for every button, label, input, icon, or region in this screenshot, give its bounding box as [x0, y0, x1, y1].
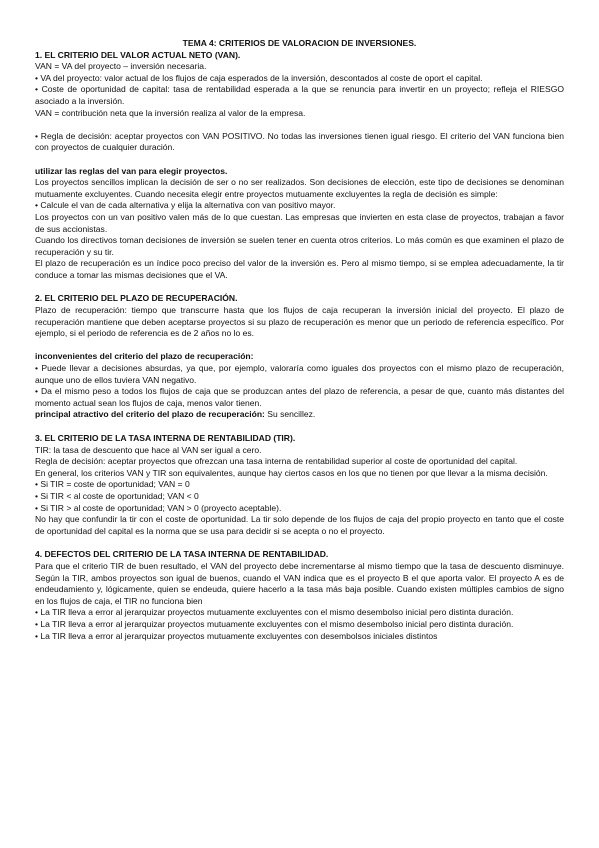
s1-subheading: utilizar las reglas del van para elegir proyectos.	[35, 165, 228, 176]
s2-paragraph-1: Plazo de recuperación: tiempo que transcurre hasta que los flujos de caja recuperan la inversión inicial del proyecto. El plazo de recuperación mantiene que deben aceptarse proyectos si su plazo de recuperación es menor que un periodo de referencia específico. Por ejemplo, si el periodo de referencia es de 2 años no lo es.	[35, 305, 564, 339]
s3-line-general: En general, los criterios VAN y TIR son equivalentes, aunque hay ciertos casos en los que no tienen por que llevar a la misma decisión.	[35, 467, 548, 478]
s1-regla-decision: • Regla de decisión: aceptar proyectos con VAN POSITIVO. No todas las inversiones tienen igual riesgo. El criterio del VAN funciona bien con proyectos de cualquier duración.	[35, 130, 564, 153]
s1-paragraph-1: Los proyectos sencillos implican la decisión de ser o no ser realizados. Son decisiones de elección, este tipo de decisiones se denominan mutuamente excluyentes. Cuando necesita elegir entre proyectos mutuamente excluyentes la regla de decisión es simple:	[35, 177, 564, 199]
s3-bullet-mayor: • Si TIR > al coste de oportunidad; VAN > 0 (proyecto aceptable).	[35, 502, 282, 513]
s3-bullet-menor: • Si TIR < al coste de oportunidad; VAN < 0	[35, 490, 199, 501]
s2-principal-value: Su sencillez.	[264, 409, 316, 420]
s1-bullet-coste: • Coste de oportunidad de capital: tasa de rentabilidad esperada a la que se renuncia para invertir en un proyecto; refleja el RIESGO asociado a la inversión.	[35, 84, 564, 106]
s2-principal-atractivo	[35, 409, 564, 421]
s3-line-confundir: No hay que confundir la tir con el coste de oportunidad. La tir solo depende de los flujos de caja del propio proyecto en tanto que el coste de oportunidad del capital es la norma que se usa para decidir si se acepta o no el proyecto.	[35, 514, 564, 536]
s2-principal-label: principal atractivo del criterio del plazo de recuperación:	[35, 409, 265, 420]
section-3-heading: 3. EL CRITERIO DE LA TASA INTERNA DE RENTABILIDAD (TIR).	[35, 433, 296, 443]
section-1-heading: 1. EL CRITERIO DEL VALOR ACTUAL NETO (VAN).	[35, 49, 241, 60]
document-title: TEMA 4: CRITERIOS DE VALORACION DE INVERSIONES.	[182, 38, 417, 48]
s2-subheading: inconvenientes del criterio del plazo de recuperación:	[35, 351, 254, 362]
s2-bullet-1: • Puede llevar a decisiones absurdas, ya que, por ejemplo, valoraría como iguales dos proyectos con el mismo plazo de recuperación, aunque uno de ellos tuviera VAN negativo.	[35, 363, 564, 385]
s4-paragraph-1: Para que el criterio TIR de buen resultado, el VAN del proyecto debe incrementarse al mismo tiempo que la tasa de descuento disminuye. Según la TIR, ambos proyectos son igual de buenos, cuando el VAN indica que es el proyecto B el que aporta valor. El proyecto A es de endeudamiento y, lógicamente, quien se endeuda, quiere hacerlo a la tasa más baja posible. Cuando existen múltiples cambios de signo en los flujos de caja, el TIR no funciona bien	[35, 560, 564, 606]
section-4-heading: 4. DEFECTOS DEL CRITERIO DE LA TASA INTERNA DE RENTABILIDAD.	[35, 549, 329, 560]
s1-bullet-calcule: • Calcule el van de cada alternativa y elija la alternativa con van positivo mayor.	[35, 200, 336, 211]
section-2-heading: 2. EL CRITERIO DEL PLAZO DE RECUPERACIÓN.	[35, 293, 238, 304]
s1-paragraph-3: Cuando los directivos toman decisiones de inversión se suelen tener en cuenta otros criterios. Lo más común es que examinen el plazo de recuperación y su tir.	[35, 235, 564, 257]
s3-bullet-igual: • Si TIR = coste de oportunidad; VAN = 0	[35, 479, 190, 490]
s4-bullet-2: • La TIR lleva a error al jerarquizar proyectos mutuamente excluyentes con el mismo desembolso inicial pero distinta duración.	[35, 618, 514, 629]
s1-line-contribucion: VAN = contribución neta que la inversión realiza al valor de la empresa.	[35, 107, 306, 118]
s1-line-van: VAN = VA del proyecto – inversión necesaria.	[35, 61, 207, 72]
s1-paragraph-2: Los proyectos con un van positivo valen más de lo que cuestan. Las empresas que invierten en esta clase de proyectos, trabajan a favor de sus accionistas.	[35, 211, 564, 234]
s4-bullet-1: • La TIR lleva a error al jerarquizar proyectos mutuamente excluyentes con el mismo desembolso inicial pero distinta duración.	[35, 607, 514, 618]
s3-line-tir: TIR: la tasa de descuento que hace al VAN ser igual a cero.	[35, 444, 262, 455]
s1-bullet-va: • VA del proyecto: valor actual de los flujos de caja esperados de la inversión, descontados al coste de oport el capital.	[35, 72, 483, 83]
s3-line-regla: Regla de decisión: aceptar proyectos que ofrezcan una tasa interna de rentabilidad superior al coste de oportunidad del capital.	[35, 456, 518, 467]
s2-bullet-2: • Da el mismo peso a todos los flujos de caja que se produzcan antes del plazo de referencia, a pesar de que, cuanto más distantes del momento actual sean los flujos de caja, menos valor tienen.	[35, 386, 564, 408]
s1-paragraph-4: El plazo de recuperación es un índice poco preciso del valor de la inversión es. Pero al mismo tiempo, si se emplea adecuadamente, la tir conduce a tomar las mismas decisiones que el VA.	[35, 258, 564, 280]
s4-bullet-3: • La TIR lleva a error al jerarquizar proyectos mutuamente excluyentes con desembolsos iniciales distintos	[35, 630, 438, 641]
